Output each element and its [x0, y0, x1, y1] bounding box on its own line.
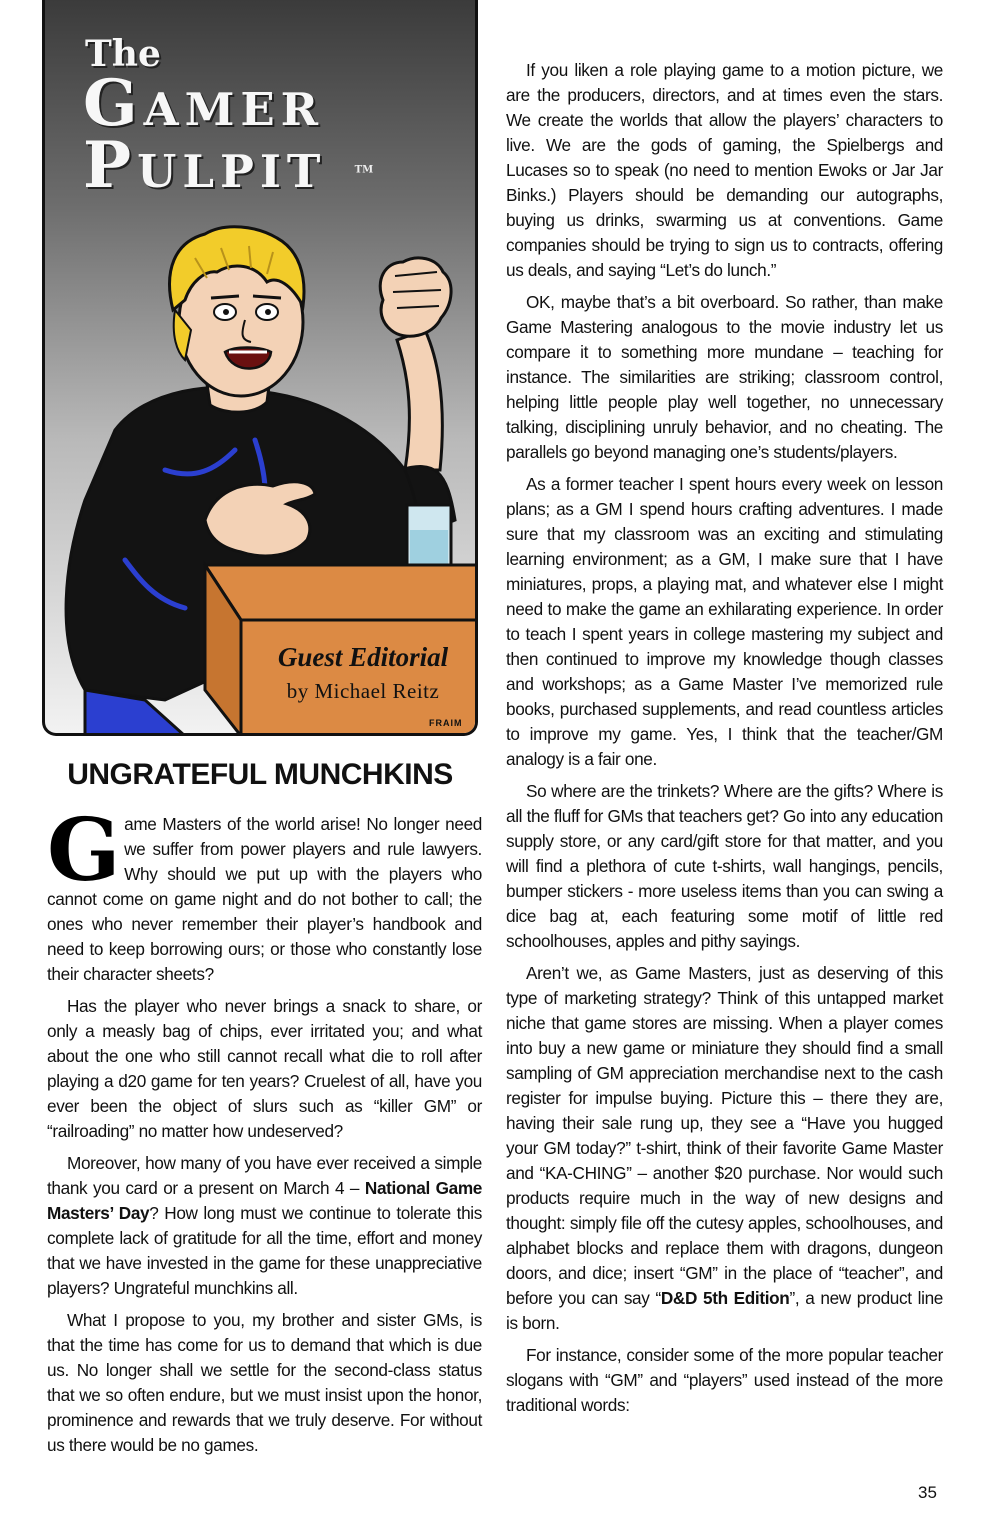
masthead-the: The — [85, 33, 161, 75]
right-column — [506, 58, 943, 1425]
paragraph: As a former teacher I spent hours every week on lesson plans; as a GM I spend hours crafting adventures. I made sure that my classroom was an exciting and stimulating learning environment; as a GM, I make sure that I have miniatures, props, a playing mat, and whatever else I might need to make the game an exhilarating experience. In order to teach I spent years in college mastering my subject and then continued to improve my knowledge though classes and workshops; as a Game Master I’ve memorized rule books, purchased supplements, and read countless articles to improve my game. Yes, I think that the teacher/GM analogy is a fair one. — [506, 474, 943, 769]
paragraph: If you liken a role playing game to a motion picture, we are the producers, directors, and at times even the stars. We create the worlds that allow the players’ characters to live. We are the gods of gaming, the Spielbergs and Lucases so to speak (no need to mention Ewoks or Jar Jar Binks.) Players should be demanding our autographs, buying us drinks, swarming us at conventions. Game companies should be trying to sign us to contracts, offering us deals, and saying “Let’s do lunch.” — [506, 60, 943, 280]
illustration-panel — [42, 0, 478, 736]
masthead-pulpit-text: Pulpit — [83, 128, 327, 203]
drop-cap: G — [47, 800, 121, 901]
paragraph-text: ame Masters of the world arise! No longer need we suffer from power players and rule lawyers. Why should we put up with the players who cannot come on game night and do not bother to call; the ones who never remember their player’s handbook and need to keep borrowing ours; or those who constantly lose their character sheets? — [47, 814, 482, 984]
paragraph: For instance, consider some of the more popular teacher slogans with “GM” and “players” used instead of the more traditional words: — [506, 1345, 943, 1415]
masthead-title — [83, 33, 374, 203]
byline — [263, 642, 463, 704]
paragraph — [47, 800, 482, 987]
trademark-mark: TM — [354, 164, 374, 176]
page-number: 35 — [918, 1483, 937, 1502]
masthead-pulpit — [83, 128, 374, 203]
paragraph-text: ”, a new product line is born. — [506, 1288, 943, 1333]
left-column — [47, 800, 482, 1465]
article-headline: UNGRATEFUL MUNCHKINS — [67, 758, 453, 791]
emphasis-dnd-5th-edition: D&D 5th Edition — [660, 1288, 790, 1308]
paragraph: What I propose to you, my brother and sister GMs, is that the time has come for us to demand that which is due us. No longer shall we settle for the second-class status that we so often endure, but we must insist upon the honor, prominence and rewards that we truly deserve. For without us there would be no games. — [47, 1310, 482, 1455]
paragraph — [47, 1151, 482, 1301]
emphasis-national-gm-day: National Game Masters’ Day — [47, 1178, 482, 1223]
paragraph-text: ? How long must we continue to tolerate this complete lack of gratitude for all the time, effort and money that we have invested in the game for these unappreciative players? Ungrateful munchkins all. — [47, 1203, 482, 1298]
paragraph: Has the player who never brings a snack to share, or only a measly bag of chips, ever irritated you; and what about the one who still cannot recall what die to roll after playing a d20 game for ten years? Cruelest of all, have you ever been the object of slurs such as “killer GM” or “railroading” no matter how undeserved? — [47, 996, 482, 1141]
paragraph: OK, maybe that’s a bit overboard. So rather, than make Game Mastering analogous to the movie industry let us compare it to something more mundane – teaching for instance. The similarities are striking; classroom control, helping little people play well together, no unnecessary talking, disciplining unruly behavior, and no cheating. The parallels go beyond managing one’s students/players. — [506, 292, 943, 462]
artist-signature: FRAIM — [429, 718, 463, 728]
paragraph-text: Moreover, how many of you have ever received a simple thank you card or a present on March 4 – — [47, 1153, 482, 1198]
paragraph-text: Aren’t we, as Game Masters, just as deserving of this type of marketing strategy? Think of this untapped market niche that game stores are missing. When a player comes into buy a new game or miniature they should find a small sampling of GM appreciation merchandise next to the cash register for impulse buying. Picture this – there they are, having their sale rung up, they see a “Have you hugged your GM today?” t-shirt, think of their favorite Game Master and “KA-CHING” – another $20 purchase. Nor would such products require much in the way of new designs and thought: simply file off the cutesy apples, schoolhouses, and alphabet blocks and replace them with dragons, dungeon doors, and dice; insert “GM” in the place of “teacher”, and before you can say “ — [506, 963, 943, 1308]
byline-author: by Michael Reitz — [286, 679, 440, 703]
paragraph — [506, 961, 943, 1336]
masthead-gamer: Gamer — [83, 66, 325, 141]
paragraph: So where are the trinkets? Where are the gifts? Where is all the fluff for GMs that teachers get? Go into any education supply store, or any card/gift store for that matter, and you will find a plethora of cute t-shirts, wall hangings, pencils, bumper stickers - more useless items than you can swing a dice bag at, each featuring some motif of little red schoolhouses, apples and pithy sayings. — [506, 781, 943, 951]
byline-title: Guest Editorial — [277, 642, 449, 672]
